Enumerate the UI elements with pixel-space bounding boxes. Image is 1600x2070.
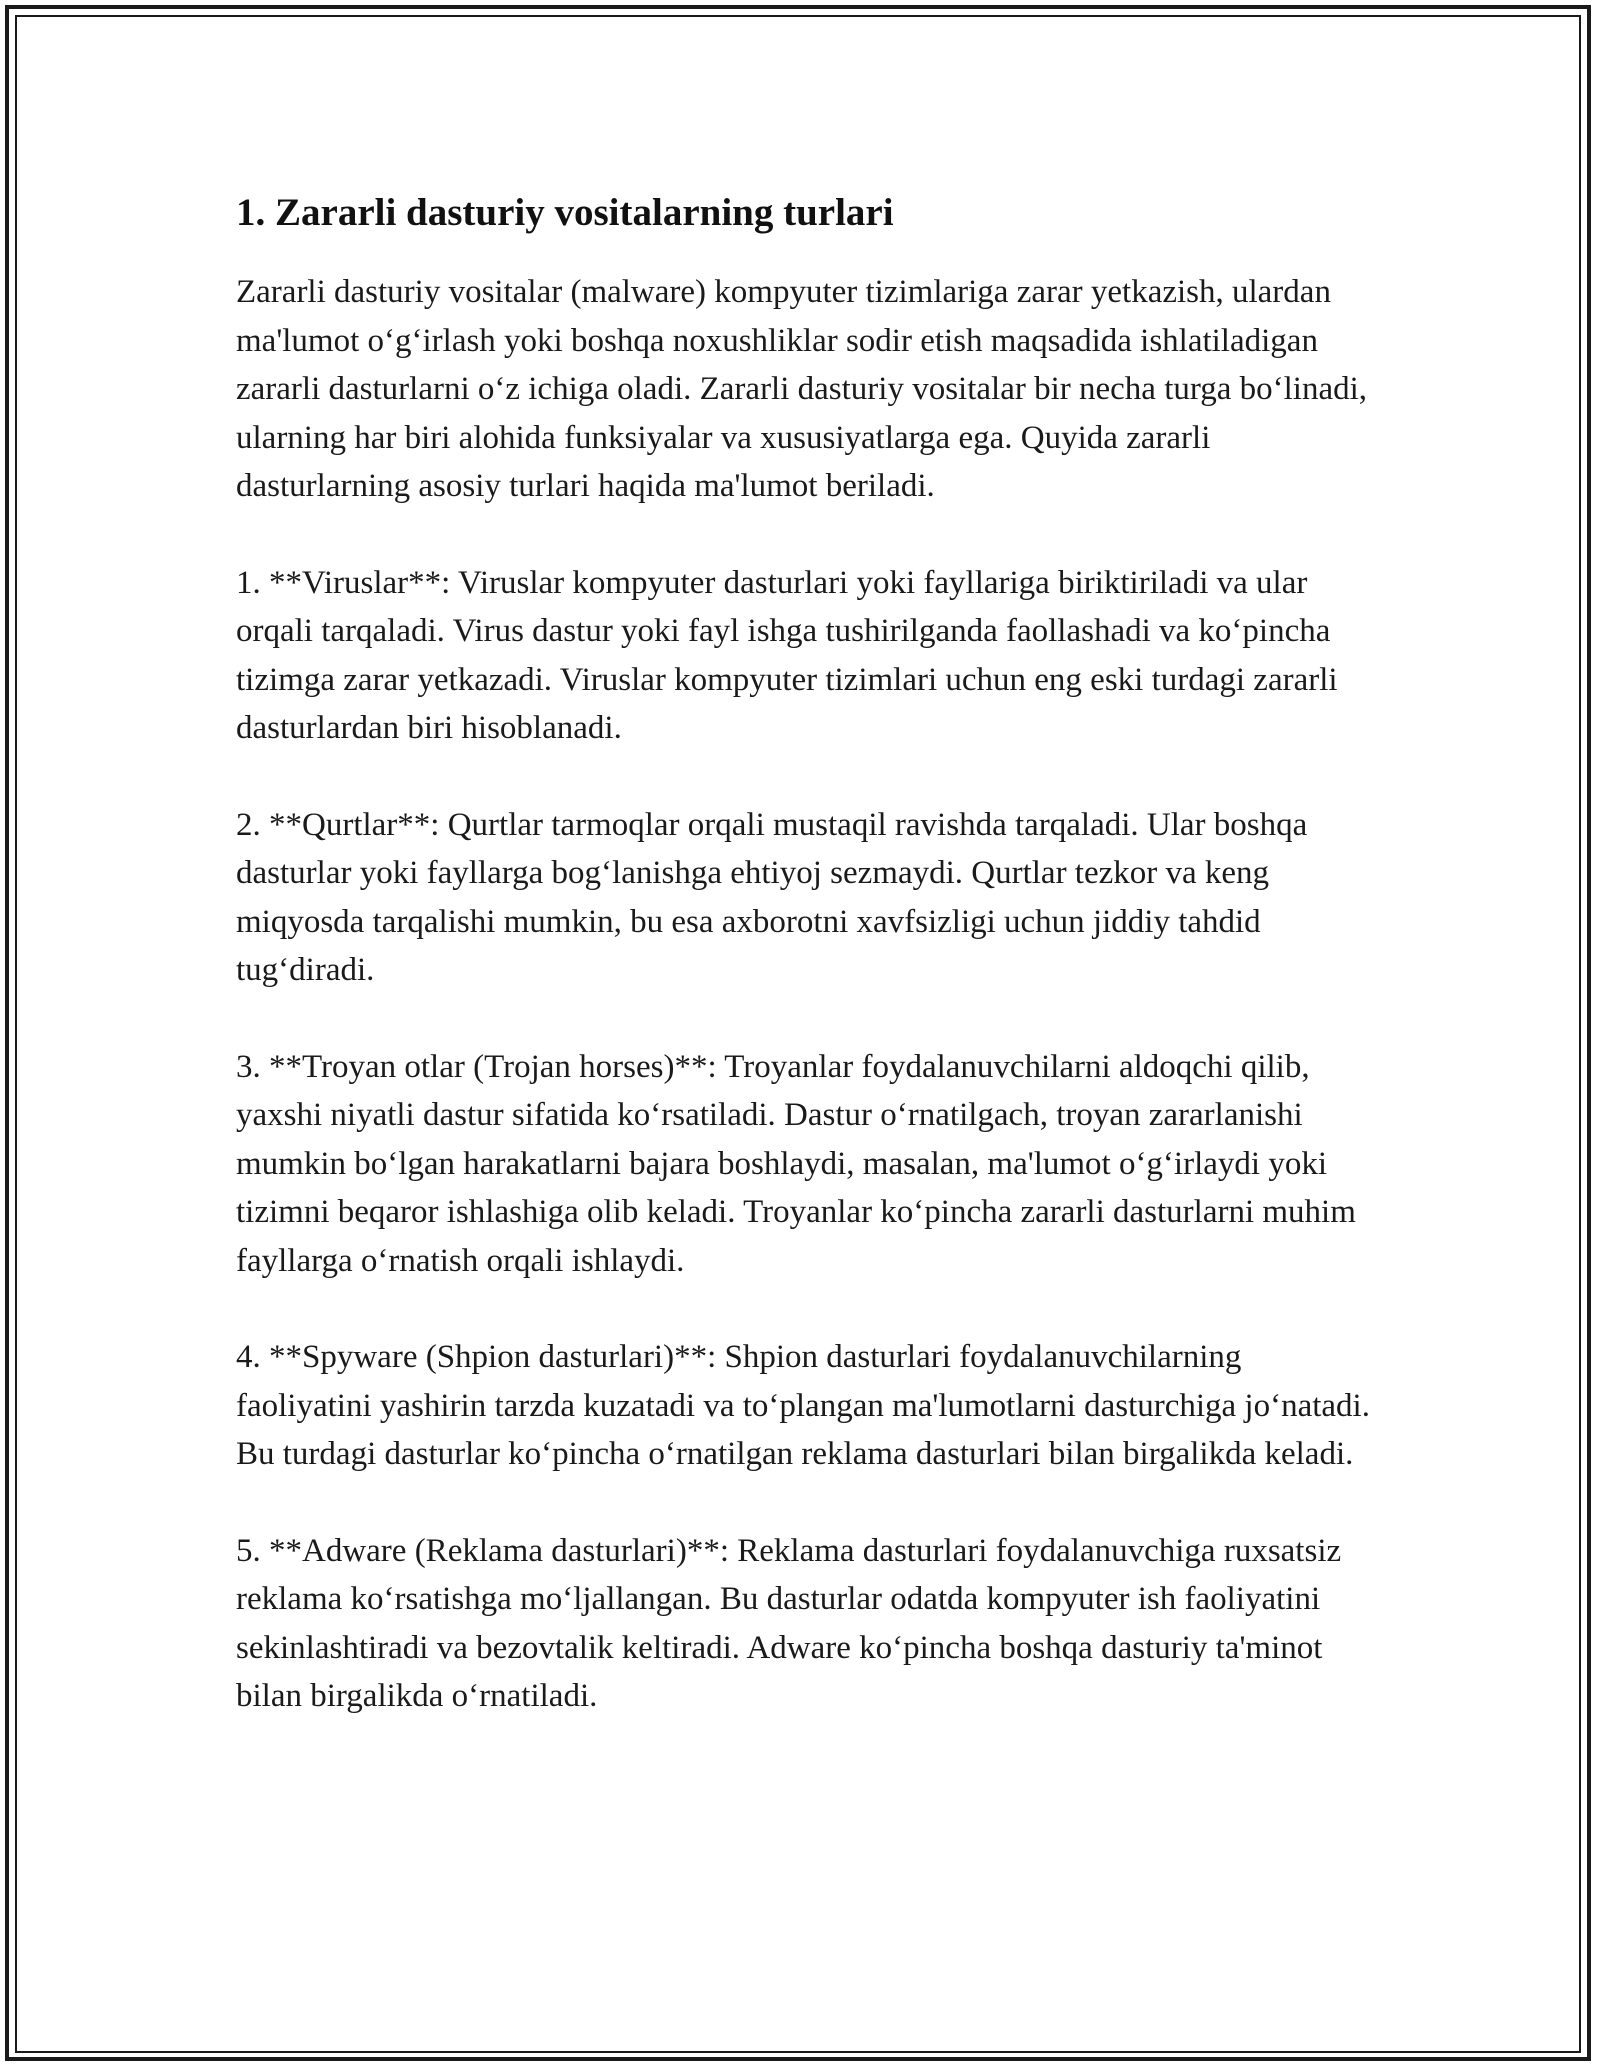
paragraph-trojans: 3. **Troyan otlar (Trojan horses)**: Troyanlar foydalanuvchilarni aldoqchi qilib, yaxshi niyatli dastur sifatida ko‘rsatiladi. Dastur o‘rnatilgach, troyan zararlanishi mumkin bo‘lgan harakatlarni bajara boshlaydi, masalan, ma'lumot o‘g‘irlaydi yoki tizimni beqaror ishlashiga olib keladi. Troyanlar ko‘pincha zararli dasturlarni muhim fayllarga o‘rnatish orqali ishlaydi. bbox=[236, 1048, 1356, 1279]
paragraph-adware: 5. **Adware (Reklama dasturlari)**: Reklama dasturlari foydalanuvchiga ruxsatsiz reklama ko‘rsatishga mo‘ljallangan. Bu dasturlar odatda kompyuter ish faoliyatini sekinlashtiradi va bezovtalik keltiradi. Adware ko‘pincha boshqa dasturiy ta'minot bilan birgalikda o‘rnatiladi. bbox=[236, 1532, 1342, 1714]
paragraph-spyware: 4. **Spyware (Shpion dasturlari)**: Shpion dasturlari foydalanuvchilarning faoliyatini yashirin tarzda kuzatadi va to‘plangan ma'lumotlarni dasturchiga jo‘natadi. Bu turdagi dasturlar ko‘pincha o‘rnatilgan reklama dasturlari bilan birgalikda keladi. bbox=[236, 1339, 1370, 1472]
paragraph-viruses: 1. **Viruslar**: Viruslar kompyuter dasturlari yoki fayllariga biriktiriladi va ular orqali tarqaladi. Virus dastur yoki fayl ishga tushirilganda faollashadi va ko‘pincha tizimga zarar yetkazadi. Viruslar kompyuter tizimlari uchun eng eski turdagi zararli dasturlardan biri hisoblanadi. bbox=[236, 564, 1338, 746]
document-body bbox=[236, 188, 1376, 1721]
paragraph-worms: 2. **Qurtlar**: Qurtlar tarmoqlar orqali mustaqil ravishda tarqaladi. Ular boshqa dasturlar yoki fayllarga bog‘lanishga ehtiyoj sezmaydi. Qurtlar tezkor va keng miqyosda tarqalishi mumkin, bu esa axborotni xavfsizligi uchun jiddiy tahdid tug‘diradi. bbox=[236, 806, 1308, 988]
intro-paragraph: Zararli dasturiy vositalar (malware) kompyuter tizimlariga zarar yetkazish, ulardan ma'lumot o‘g‘irlash yoki boshqa noxushliklar sodir etish maqsadida ishlatiladigan zararli dasturlarni o‘z ichiga oladi. Zararli dasturiy vositalar bir necha turga bo‘linadi, ularning har biri alohida funksiyalar va xususiyatlarga ega. Quyida zararli dasturlarning asosiy turlari haqida ma'lumot beriladi. bbox=[236, 274, 1368, 504]
section-heading: 1. Zararli dasturiy vositalarning turlari bbox=[236, 191, 894, 234]
